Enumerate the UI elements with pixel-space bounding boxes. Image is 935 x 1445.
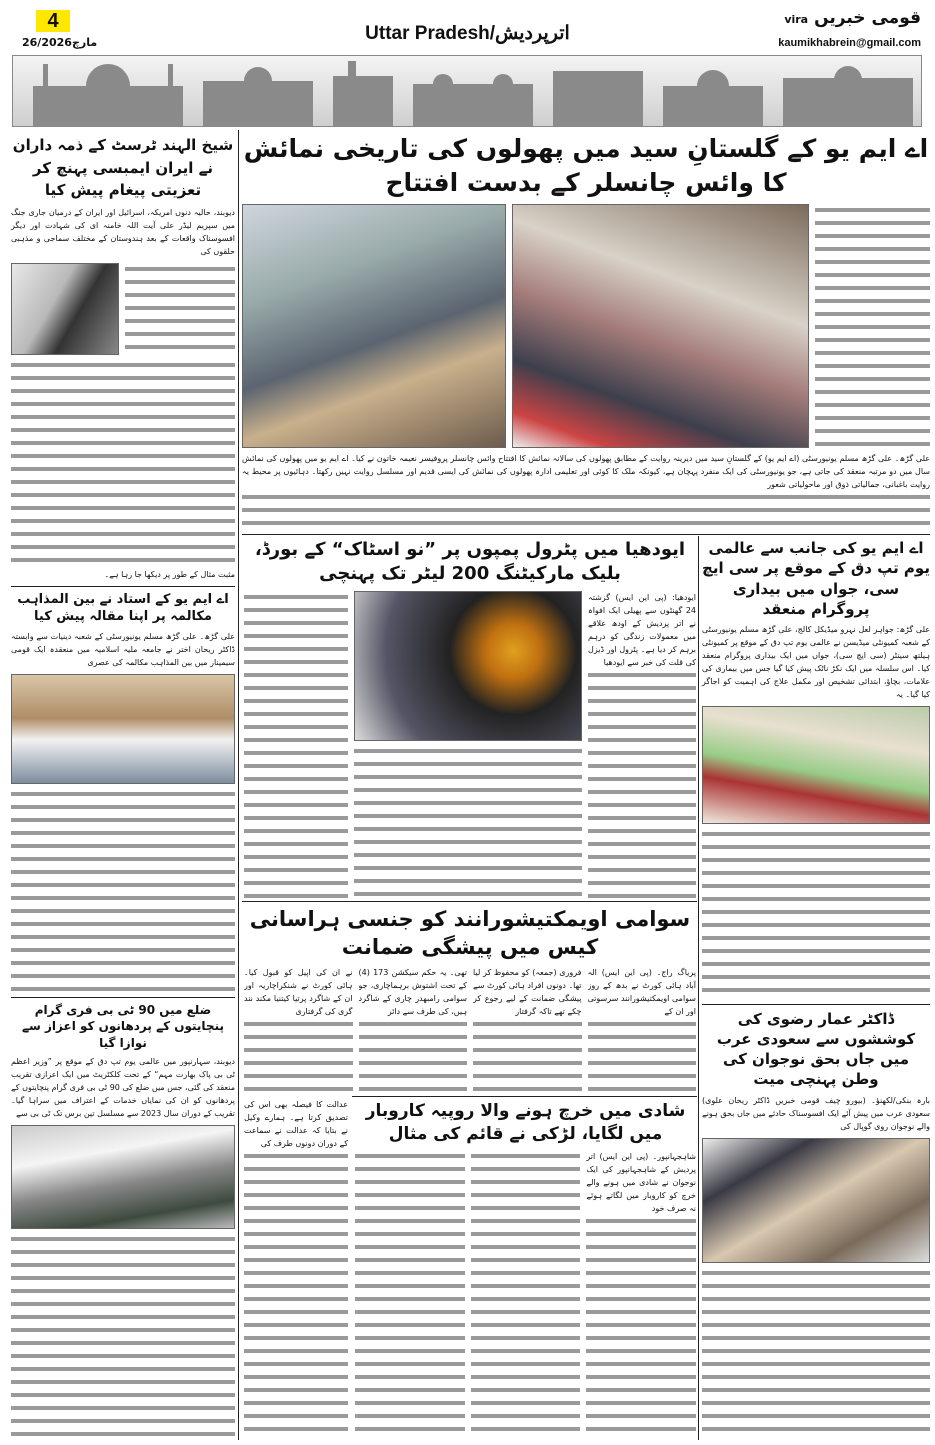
section-divider bbox=[352, 1096, 697, 1097]
section-divider bbox=[702, 1004, 930, 1005]
swami-bail-headline: سوامی اویمکتیشورانند کو جنسی ہراسانی کیس میں پیشگی ضمانت bbox=[249, 907, 691, 960]
interfaith-lead: علی گڑھ۔ علی گڑھ مسلم یونیورسٹی کے شعبہ دینیات سے وابستہ ڈاکٹر ریحان اختر نے جامعہ ملیہ اسلامیہ میں منعقدہ ایک قومی سیمینار میں بین المذاہب مکالمہ کی عصری bbox=[11, 630, 235, 670]
issue-date: 26/مارچ2026 bbox=[22, 36, 98, 49]
tb-awareness-headline: اے ایم یو کی جانب سے عالمی یوم تپ دق کے موقع پر سی ایچ سی، جواں میں بیداری پروگرام منعقد bbox=[702, 539, 930, 618]
seminar-photo bbox=[11, 674, 235, 784]
tb-free-panchayat-headline: ضلع میں 90 ٹی بی فری گرام پنچایتوں کے پردھانوں کو اعزاز سے نوازا گیا bbox=[22, 1003, 224, 1050]
iran-embassy-lead: دیوبند، حالیہ دنوں امریکہ، اسرائیل اور ایران کے درمیان جاری جنگ میں سپریم لیڈر علی آیت اللہ خامنہ ای کی شہادت اور دیگر افسوسناک واقعات کے بعد ہندوستان کے مختلف سماجی و مذہبی حلقوں کی bbox=[11, 206, 235, 259]
section-divider bbox=[11, 586, 235, 587]
petrol-story-lead: ایودھیا: (پی این ایس) گزشتہ 24 گھنٹوں سے پھیلی ایک افواہ نے اتر پردیش کے اودھ علاقے میں معمولات زندگی کو درہم برہم کر دیا ہے۔ پٹرول اور ڈیزل کی قلت کی خبر سے ایودھیا bbox=[588, 591, 696, 898]
shadi-story-lead: شاہجہانپور۔ (پی این ایس) اتر پردیش کے شاہجہانپور کی ایک نوجوان نے شادی میں ہونے والے خرچ کو کاروبار میں لگاتے ہوئے نہ صرف خود bbox=[586, 1150, 696, 1438]
swami-column-2: فروری (جمعہ) کو محفوظ کر لیا تھا۔ دونوں افراد ہائی کورٹ سے پیشگی ضمانت کے لیے رجوع کر چکے تھے تاکہ گرفتار bbox=[473, 966, 582, 1093]
swami-column-3: تھی۔ یہ حکم سیکشن 173 (4) کے تحت اشتوش برہماچاری، جو سوامی رامبھدر چاری کے شاگرد ہیں، کی طرف سے دائر bbox=[359, 966, 468, 1093]
embassy-visit-photo bbox=[11, 263, 119, 355]
shadi-story-body bbox=[355, 1150, 465, 1438]
petrol-story-body bbox=[354, 745, 582, 898]
left-column bbox=[11, 134, 235, 1438]
tb-story-lead: علی گڑھ: جواہر لعل نہرو میڈیکل کالج، علی گڑھ مسلم یونیورسٹی کے شعبہ کمیونٹی میڈیسن نے عالمی یوم تپ دق کے موقع پر کمیونٹی ہیلتھ سینٹر (سی ایچ سی)، جواں میں ایک بیداری پروگرام منعقد کیا۔ اس سلسلہ میں ایک نکڑ ناٹک پیش کیا گیا جس میں بیماری کی علامات، بچاؤ، ابتدائی تشخیص اور مکمل علاج کی اہمیت کو اجاگر کیا گیا۔ یہ bbox=[702, 623, 930, 702]
petrol-story bbox=[244, 538, 696, 898]
iran-embassy-body bbox=[125, 263, 235, 355]
awareness-program-photo bbox=[702, 706, 930, 824]
interfaith-body bbox=[11, 788, 235, 993]
shadi-story bbox=[355, 1100, 696, 1438]
iran-embassy-body bbox=[11, 359, 235, 564]
column-divider bbox=[238, 130, 239, 1440]
section-divider bbox=[11, 997, 235, 998]
section-divider bbox=[242, 901, 697, 902]
iran-embassy-closing: مثبت مثال کے طور پر دیکھا جا رہا ہے۔ bbox=[11, 568, 235, 582]
tb-free-panchayat-body bbox=[11, 1233, 235, 1438]
skyline-illustration bbox=[13, 56, 922, 127]
ammar-story-body bbox=[702, 1267, 930, 1439]
right-column bbox=[702, 538, 930, 1438]
shadi-business-headline: شادی میں خرچ ہونے والا روپیہ کاروبار میں لگایا، لڑکی نے قائم کی مثال bbox=[365, 1101, 686, 1144]
main-story bbox=[242, 132, 930, 530]
interfaith-headline: اے ایم یو کے استاد نے بین المذاہب مکالمہ پر اپنا مقالہ پیش کیا bbox=[17, 591, 229, 625]
swami-column-4: نے ان کی اپیل کو قبول کیا۔ ہائی کورٹ نے شنکراچاریہ اور ان کے شاگرد پرتیا کیتنیا مکند نند گری کی گرفتاری bbox=[244, 966, 353, 1093]
flower-exhibition-photo bbox=[512, 204, 809, 449]
swami-column-1: پریاگ راج۔ (پی این ایس) الہ آباد ہائی کورٹ نے بدھ کے روز سوامی اویمکتیشورانند سرسوتی اور ان کے bbox=[588, 966, 697, 1093]
main-story-lead: علی گڑھ۔ علی گڑھ مسلم یونیورسٹی (اے ایم یو) کے گلستانِ سید میں دیرینہ روایت کے مطابق پھولوں کی سالانہ نمائش کا افتتاح وائس چانسلر پروفیسر نعیمہ خاتون نے کیا۔ اے ایم یو میں پھولوں کی نمائش سال میں دو مرتبہ منعقد کی جاتی ہے، جو یونیورسٹی کی ایک منفرد پہچان ہے، کیونکہ ملک کا کوئی اور تعلیمی ادارہ پھولوں کی نمائش کی ایسی قدیم اور مسلسل روایت نہیں رکھتا۔ دہائیوں پر محیط یہ روایت باغبانی، جمالیاتی ذوق اور ماحولیاتی شعور bbox=[242, 452, 930, 492]
main-headline: اے ایم یو کے گلستانِ سید میں پھولوں کی تاریخی نمائش کا وائس چانسلر کے بدست افتتاح bbox=[243, 134, 929, 197]
iran-embassy-headline: شیخ الہند ٹرسٹ کے ذمہ داران نے ایران ایمبسی پہنچ کر تعزیتی پیغام پیش کیا bbox=[12, 136, 234, 199]
newspaper-logo bbox=[784, 8, 921, 28]
main-story-column bbox=[815, 204, 930, 449]
logo-mark-icon: vira bbox=[784, 13, 809, 26]
page-number: 4 bbox=[36, 10, 70, 32]
logo-text: قومی خبریں bbox=[814, 8, 921, 28]
award-ceremony-photo bbox=[11, 1125, 235, 1229]
tb-story-body bbox=[702, 828, 930, 1000]
shadi-story-body bbox=[471, 1150, 581, 1438]
ammar-story-lead: بارہ بنکی/لکھنؤ۔ (بیورو چیف قومی خبریں ڈاکٹر ریحان علوی) سعودی عرب میں پیش آئے ایک افسوسناک حادثے میں جاں بحق ہونے والے نوجوان روی گوپال کی bbox=[702, 1094, 930, 1134]
petrol-pump-photo bbox=[354, 591, 582, 741]
contact-email: kaumikhabrein@gmail.com bbox=[778, 37, 921, 49]
column-divider bbox=[698, 536, 699, 1440]
petrol-headline: ایودھیا میں پٹرول پمپوں پر ”نو اسٹاک“ کے بورڈ، بلیک مارکیٹنگ 200 لیٹر تک پہنچی bbox=[254, 539, 686, 585]
main-story-body bbox=[242, 452, 930, 530]
section-divider bbox=[242, 534, 930, 535]
section-title: Uttar Pradesh/اترپردیش bbox=[365, 23, 570, 44]
swami-continued: عدالت کا فیصلہ بھی اس کی تصدیق کرتا ہے۔ ہمارے وکیل نے بتایا کہ عدالت نے سماعت کے دوران دونوں طرف کی bbox=[244, 1098, 348, 1438]
tb-free-panchayat-lead: دیوبند، سہارنپور میں عالمی یوم تپ دق کے موقع پر ”وزیر اعظم ٹی بی پاک بھارت مہم“ کے تحت کلکٹریٹ میں ایک اعزازی تقریب منعقد کی گئی، جس میں ضلع کی 90 ٹی بی فری گرام پنچایتوں کے پردھانوں کو ان کی نمایاں خدمات کے اعتراف میں سراہا گیا۔ تقریب کے دوران سال 2023 سے مسلسل تین برس تک ٹی بی سے bbox=[11, 1055, 235, 1121]
ambulance-photo bbox=[702, 1138, 930, 1263]
ammar-rizvi-headline: ڈاکٹر عمار رضوی کی کوششوں سے سعودی عرب میں جاں بحق نوجوان کی وطن پہنچی میت bbox=[716, 1009, 916, 1089]
inauguration-photo bbox=[242, 204, 506, 449]
monuments-banner-image bbox=[12, 55, 922, 127]
swami-story bbox=[244, 905, 696, 1093]
petrol-story-body bbox=[244, 591, 348, 898]
